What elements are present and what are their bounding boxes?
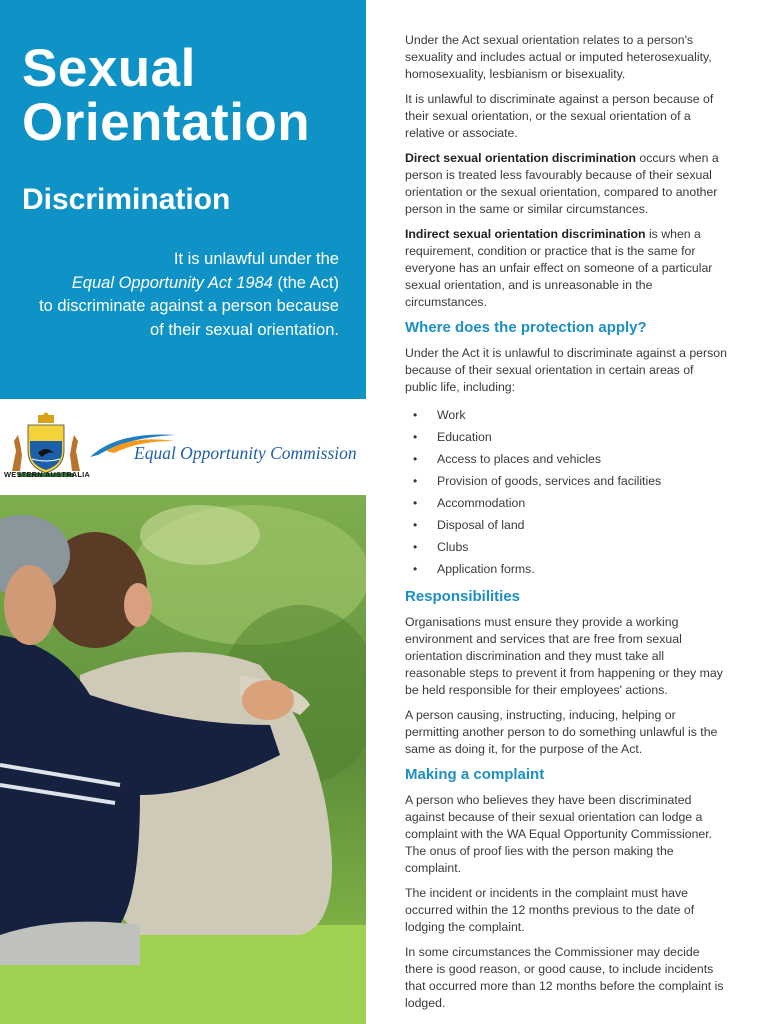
title-panel — [0, 0, 366, 399]
intro-line-4: of their sexual orientation. — [150, 320, 339, 339]
couple-photo-image — [0, 495, 366, 1024]
list-item: • Provision of goods, services and facilities — [413, 470, 727, 492]
list-item: • Education — [413, 426, 727, 448]
act-name: Equal Opportunity Act 1984 — [71, 273, 273, 292]
content-column — [405, 32, 727, 1020]
extension-paragraph: In some circumstances the Commissioner may decide there is good reason, or good cause, to include incidents that occurred more than 12 months before the complaint is lodged. — [405, 945, 724, 1010]
indirect-discrimination-text: is when a requirement, condition or practice that is the same for everyone has an unfair effect on someone of a particular sexual orientation, and is unreasonable in the circumstances. — [405, 227, 713, 309]
heading-protection: Where does the protection apply? — [405, 319, 647, 336]
areas-list — [413, 404, 727, 580]
protection-paragraph: Under the Act it is unlawful to discriminate against a person because of their sexual orientation in certain areas of public life, including: — [405, 346, 727, 394]
direct-discrimination-term: Direct sexual orientation discrimination — [405, 151, 636, 165]
indirect-discrimination-term: Indirect sexual orientation discrimination — [405, 227, 646, 241]
unlawful-paragraph: It is unlawful to discriminate against a person because of their sexual orientation, or the sexual orientation of a relative or associate. — [405, 92, 714, 140]
list-item: • Disposal of land — [413, 514, 727, 536]
page-subtitle: Discrimination — [22, 183, 231, 216]
direct-discrimination-paragraph — [405, 150, 727, 218]
list-item: • Accommodation — [413, 492, 727, 514]
list-item: • Application forms. — [413, 558, 727, 580]
indirect-discrimination-paragraph — [405, 226, 727, 311]
left-column — [0, 0, 366, 1024]
intro-line-1: It is unlawful under the — [173, 250, 339, 268]
intro-line-3: to discriminate against a person because — [39, 297, 339, 315]
responsibilities-paragraph: Organisations must ensure they provide a working environment and services that are free from sexual orientation discrimination and they must take all reasonable steps to prevent it from happening or they may be held responsible for their employees' actions. — [405, 615, 723, 697]
heading-responsibilities: Responsibilities — [405, 588, 521, 605]
complaint-paragraph: A person who believes they have been discriminated against because of their sexual orientation can lodge a complaint with the WA Equal Opportunity Commissioner. The onus of proof lies with the person making the complaint. — [405, 793, 713, 875]
commission-name: Equal Opportunity Commission — [134, 443, 357, 463]
list-item: • Work — [413, 404, 727, 426]
liability-paragraph: A person causing, instructing, inducing, helping or permitting another person to do something unlawful is the same as doing it, for the purpose of the Act. — [405, 708, 718, 756]
intro-text — [19, 248, 339, 342]
act-suffix: (the Act) — [272, 273, 339, 292]
title-line-1: Sexual — [22, 39, 196, 98]
list-item: • Access to places and vehicles — [413, 448, 727, 470]
direct-discrimination-text: occurs when a person is treated less favourably because of their sexual orientation or the sexual orientation, compared to another person in the same or similar circumstances. — [405, 151, 719, 216]
title-line-2: Orientation — [22, 93, 311, 152]
heading-complaint: Making a complaint — [405, 766, 545, 783]
time-limit-paragraph: The incident or incidents in the complaint must have occurred within the 12 months previous to the date of lodging the complaint. — [405, 886, 695, 934]
list-item: • Clubs — [413, 536, 727, 558]
couple-photo — [0, 495, 366, 1024]
page-title — [22, 39, 311, 152]
government-label: WESTERN AUSTRALIA — [4, 470, 91, 479]
definition-paragraph: Under the Act sexual orientation relates to a person's sexuality and includes actual or imputed heterosexuality, homosexuality, lesbianism or bisexuality. — [405, 33, 712, 81]
